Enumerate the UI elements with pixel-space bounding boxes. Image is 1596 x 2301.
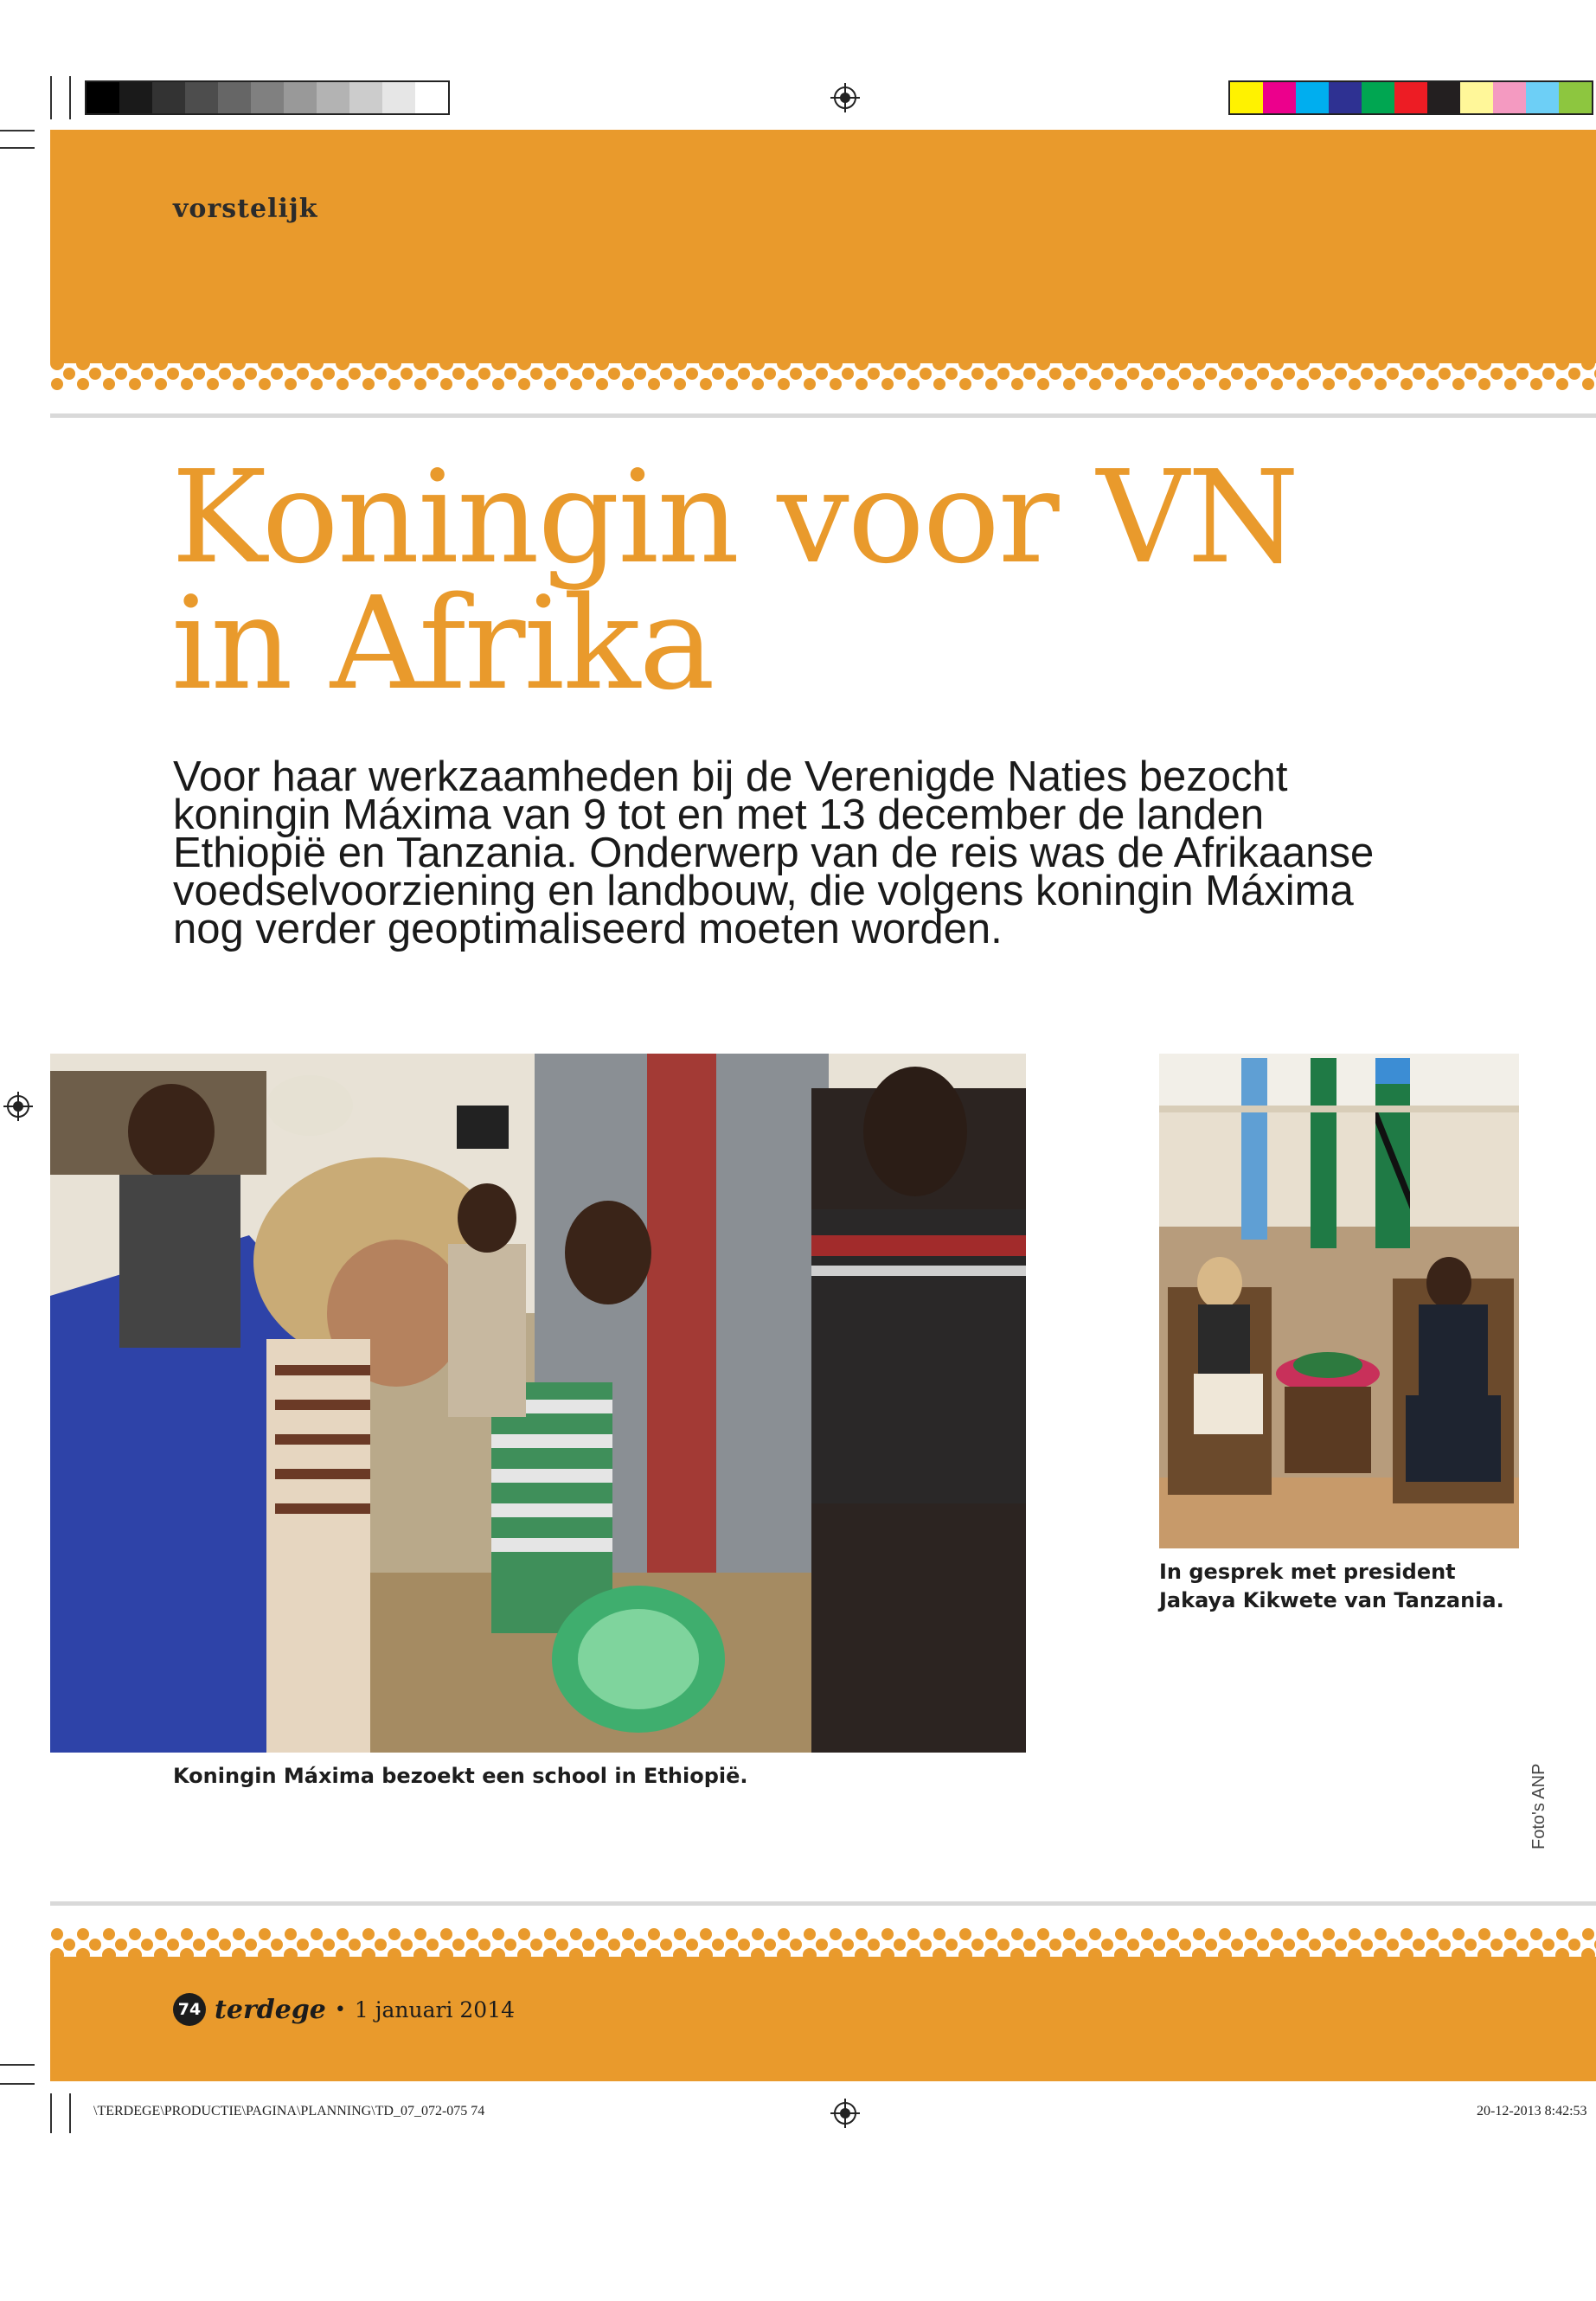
color-swatch [284,82,317,113]
header-band [50,130,1596,362]
color-swatch [317,82,349,113]
crop-mark [0,147,35,149]
issue-date: 1 januari 2014 [354,1997,516,2022]
slug-path: \TERDEGE\PRODUCTIE\PAGINA\PLANNING\TD_07_072-075 74 [93,2104,485,2118]
crop-mark [69,76,71,119]
crop-mark [0,130,35,131]
color-swatch [1263,82,1296,113]
page-number: 74 [173,1993,206,2026]
divider-line [50,413,1596,418]
color-swatch [119,82,152,113]
photo-illustration [50,1054,1026,1753]
article-intro: Voor haar werkzaamheden bij de Verenigde Naties bezocht koningin Máxima van 9 tot en met 13 december de landen Ethiopië en Tanzania. Onderwerp van de reis was de Afrikaanse voedselvoorziening en landbouw, die volgens koningin Máxima nog verder geoptimaliseerd moeten worden. [173,753,1375,952]
color-swatch [1460,82,1493,113]
crop-mark [50,76,52,119]
color-swatch [1427,82,1460,113]
color-swatch [415,82,448,113]
page-folio [173,1993,515,2026]
color-swatch [1296,82,1329,113]
color-swatch [382,82,415,113]
crop-mark [69,2093,71,2133]
crop-mark [0,2083,35,2085]
dotted-border [50,349,1596,396]
photo-credit: Foto's ANP [1529,1763,1548,1849]
color-swatch [349,82,382,113]
photo-maxima-school-ethiopia [50,1054,1026,1753]
headline-line: Koningin voor VN [171,443,1298,592]
headline-line: in Afrika [171,569,714,718]
color-swatch [1493,82,1526,113]
color-swatch [1329,82,1362,113]
divider-line [50,1901,1596,1906]
color-swatch [251,82,284,113]
registration-mark-icon [3,1092,33,1121]
crop-mark [0,2064,35,2066]
photo-illustration [1159,1054,1519,1548]
color-swatch [1394,82,1427,113]
separator-bullet: • [334,1998,346,2021]
color-swatch [1362,82,1394,113]
section-label: vorstelijk [173,194,318,224]
photo-caption: In gesprek met president Jakaya Kikwete van Tanzania. [1159,1560,1504,1612]
photo-caption: Koningin Máxima bezoekt een school in Ethiopië. [173,1764,748,1788]
registration-mark-icon [830,2099,860,2128]
color-swatch [152,82,185,113]
article-headline [171,443,1469,718]
color-swatch [87,82,119,113]
color-swatch [218,82,251,113]
color-swatch [185,82,218,113]
process-color-bar [1228,80,1593,115]
magazine-logo: terdege [215,1994,326,2025]
photo-meeting-president-kikwete [1159,1054,1519,1548]
color-swatch [1526,82,1559,113]
grayscale-color-bar [85,80,450,115]
slug-timestamp: 20-12-2013 8:42:53 [1477,2104,1587,2118]
crop-mark [50,2093,52,2133]
color-swatch [1230,82,1263,113]
color-swatch [1559,82,1592,113]
registration-mark-icon [830,83,860,112]
